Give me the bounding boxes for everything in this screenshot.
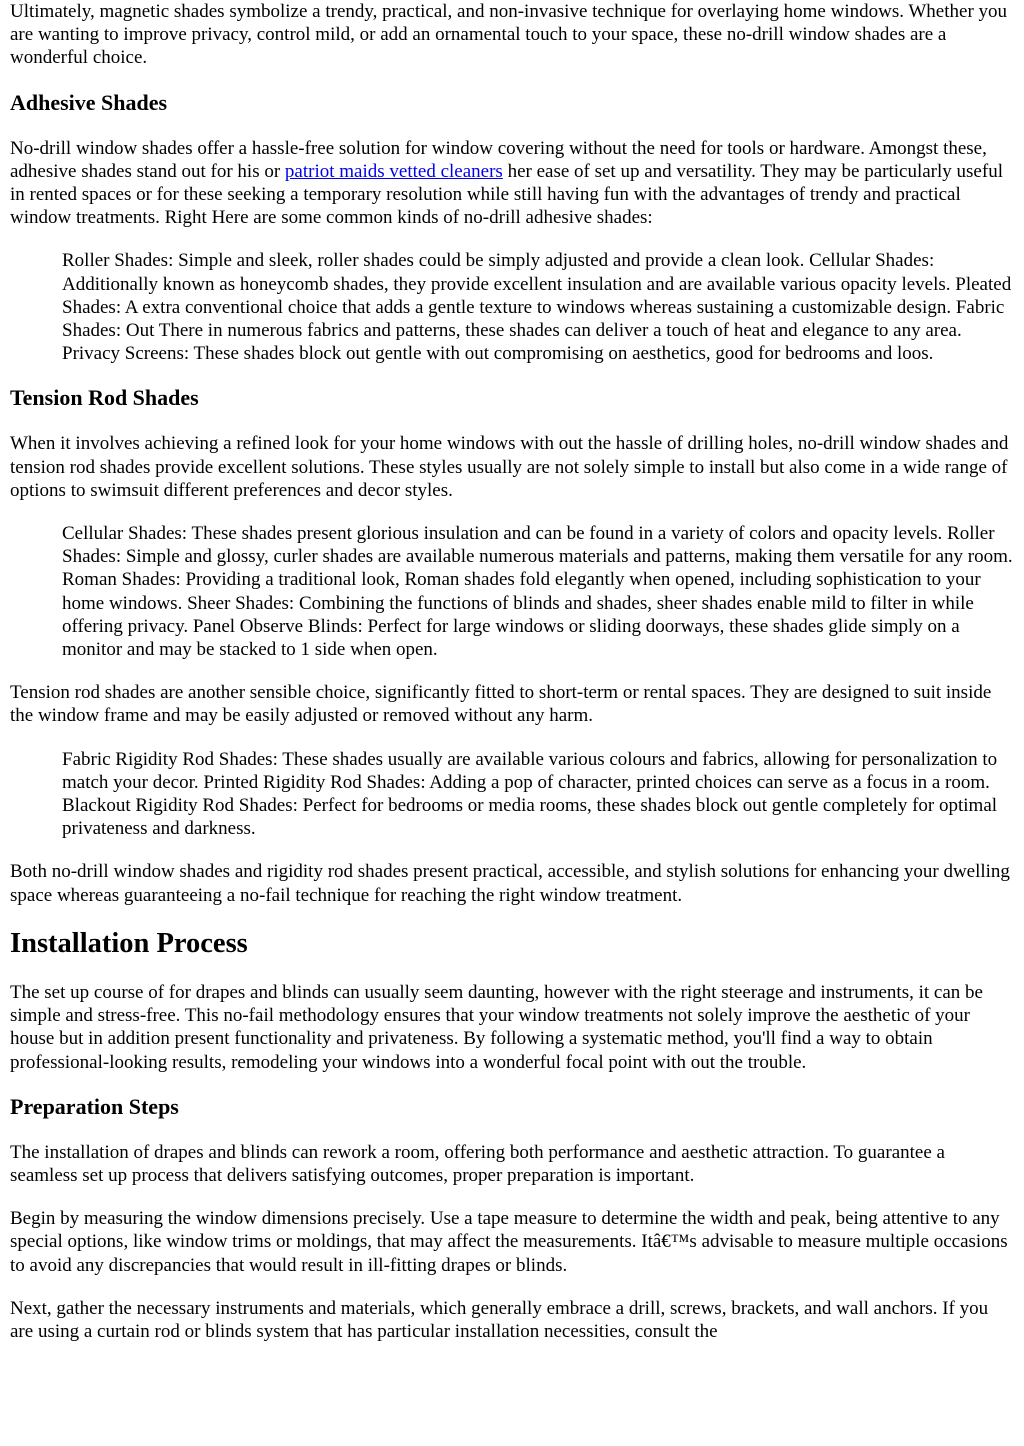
preparation-paragraph-1: The installation of drapes and blinds can rework a room, offering both performance and aesthetic attraction. To guarantee a seamless set up process that delivers satisfying outcomes, proper preparation is important. xyxy=(10,1141,945,1186)
intro-paragraph: Ultimately, magnetic shades symbolize a trendy, practical, and non-invasive technique for overlaying home windows. Whether you are wanting to improve privacy, control mild, or add an ornamental touch to your space, these no-drill window shades are a wonderful choice. xyxy=(10,1,1008,69)
adhesive-text-after: her ease of set up and versatility. They may be particularly useful in rented spaces or for these seeking a temporary resolution while still having fun with the advantages of trendy and practical window treatments. Right Here are some common kinds of no-drill adhesive shades: xyxy=(10,160,1003,229)
tension-intro-paragraph: When it involves achieving a refined look for your home windows with out the hassle of drilling holes, no-drill window shades and tension rod shades provide excellent solutions. These styles usually are not solely simple to install but also come in a wide range of options to swimsuit different preferences and decor styles. xyxy=(10,433,1009,501)
preparation-steps-heading: Preparation Steps xyxy=(10,1093,179,1119)
installation-process-heading: Installation Process xyxy=(10,927,248,959)
adhesive-shades-list xyxy=(62,249,1014,365)
tension-shades-list xyxy=(62,522,1014,661)
tension-summary-paragraph: Both no-drill window shades and rigidity rod shades present practical, accessible, and stylish solutions for enhancing your dwelling space whereas guaranteeing a no-fail technique for reaching the right window treatment. xyxy=(10,861,1010,906)
adhesive-shades-heading: Adhesive Shades xyxy=(10,89,168,115)
adhesive-shades-list-text: Roller Shades: Simple and sleek, roller shades could be simply adjusted and provide a clean look. Cellular Shades: Additionally known as honeycomb shades, they provide excellent insulation and are available various opacity levels. Pleated Shades: A extra conventional choice that adds a gentle texture to windows whereas sustaining a customizable design. Fabric Shades: Out There in numerous fabrics and patterns, these shades can deliver a touch of heat and elegance to any area. Privacy Screens: These shades block out gentle with out compromising on aesthetics, good for bedrooms and loos. xyxy=(62,250,1012,365)
preparation-paragraph-2: Begin by measuring the window dimensions precisely. Use a tape measure to determine the width and peak, being attentive to any special options, like window trims or moldings, that may affect the measurements. Itâ€™s advisable to measure multiple occasions to avoid any discrepancies that would result in ill-fitting drapes or blinds. xyxy=(10,1208,1008,1276)
tension-rod-paragraph: Tension rod shades are another sensible choice, significantly fitted to short-term or rental spaces. They are designed to suit inside the window frame and may be easily adjusted or removed without any harm. xyxy=(10,682,992,727)
installation-paragraph: The set up course of for drapes and blinds can usually seem daunting, however with the right steerage and instruments, it can be simple and stress-free. This no-fail methodology ensures that your window treatments not solely improve the aesthetic of your house but in addition present functionality and privateness. By following a systematic method, you'll find a way to obtain professional-looking results, remodeling your windows into a wonderful focal point with out the trouble. xyxy=(10,981,983,1073)
rigidity-rod-list xyxy=(62,748,1014,841)
preparation-paragraph-3: Next, gather the necessary instruments and materials, which generally embrace a drill, screws, brackets, and wall anchors. If you are using a curtain rod or blinds system that has particular installation necessities, consult the xyxy=(10,1297,989,1342)
patriot-maids-link[interactable]: patriot maids vetted cleaners xyxy=(284,160,503,182)
adhesive-paragraph xyxy=(10,137,1014,230)
adhesive-text-before: No-drill window shades offer a hassle-free solution for window covering without the need for tools or hardware. Amongst these, adhesive shades stand out for his or xyxy=(10,137,987,182)
tension-rod-heading: Tension Rod Shades xyxy=(10,385,199,411)
tension-shades-list-text: Cellular Shades: These shades present glorious insulation and can be found in a variety of colors and opacity levels. Roller Shades: Simple and glossy, curler shades are available numerous materials and patterns, making them versatile for any room. Roman Shades: Providing a traditional look, Roman shades fold elegantly when opened, including sophistication to your home windows. Sheer Shades: Combining the functions of blinds and shades, sheer shades enable mild to filter in while offering privacy. Panel Observe Blinds: Perfect for large windows or sliding doorways, these shades glide simply on a monitor and may be stacked to 1 side when open. xyxy=(62,523,1013,661)
rigidity-rod-list-text: Fabric Rigidity Rod Shades: These shades usually are available various colours and fabrics, allowing for personalization to match your decor. Printed Rigidity Rod Shades: Adding a pop of character, printed choices can serve as a focus in a room. Blackout Rigidity Rod Shades: Perfect for bedrooms or media rooms, these shades block out gentle completely for optimal privateness and darkness. xyxy=(62,748,998,840)
